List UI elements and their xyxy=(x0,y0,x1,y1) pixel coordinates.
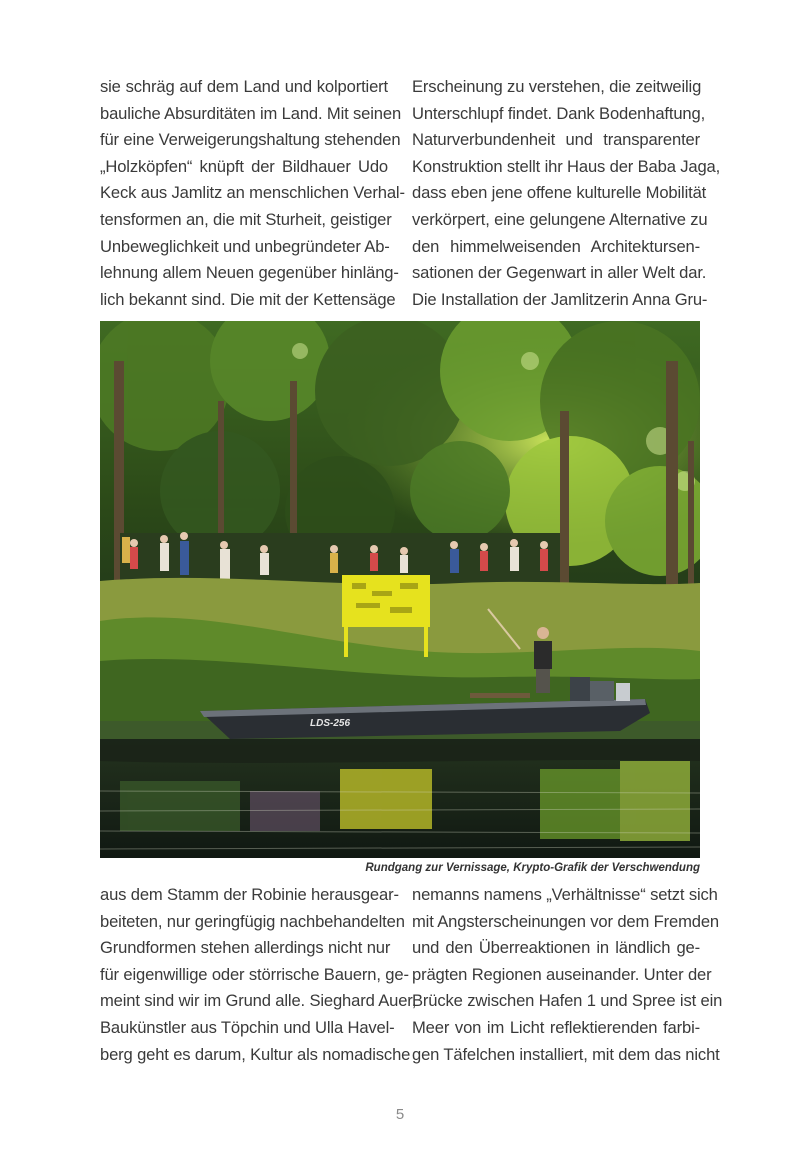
text-line: prägten Regionen auseinander. Unter der xyxy=(412,964,712,984)
text-line: für eigenwillige oder störrische Bauern, ge- xyxy=(100,964,409,984)
text-line: verkörpert, eine gelungene Alternative zu xyxy=(412,209,708,229)
text-line: Naturverbundenheit und transparenter xyxy=(412,130,700,150)
text-line: den himmelweisenden Architektursen- xyxy=(412,236,700,256)
text-line: Keck aus Jamlitz an menschlichen Verhal- xyxy=(100,183,405,203)
text-line: Brücke zwischen Hafen 1 und Spree ist ein xyxy=(412,991,723,1011)
photo-caption: Rundgang zur Vernissage, Krypto-Grafik der Verschwendung xyxy=(365,862,700,874)
text-line: nemanns namens „Verhältnisse“ setzt sich xyxy=(412,885,718,904)
text-column-bottom-right xyxy=(412,882,723,1068)
text-line: berg geht es darum, Kultur als nomadische xyxy=(100,1044,411,1064)
boat-registration-label: LDS-256 xyxy=(310,718,351,729)
text-line: mit Angsterscheinungen vor dem Fremden xyxy=(412,911,719,931)
text-line: Unterschlupf findet. Dank Bodenhaftung, xyxy=(412,103,706,123)
text-column-top-right xyxy=(412,74,721,313)
text-line: lich bekannt sind. Die mit der Kettensäge xyxy=(100,289,396,309)
text-line: meint sind wir im Grund alle. Sieghard Auer, xyxy=(100,991,417,1011)
text-line: für eine Verweigerungshaltung stehenden xyxy=(100,130,401,150)
text-line: Baukünstler aus Töpchin und Ulla Havel- xyxy=(100,1017,395,1037)
text-line: tensformen an, die mit Sturheit, geistiger xyxy=(100,209,392,229)
text-line: „Holzköpfen“ knüpft der Bildhauer Udo xyxy=(100,156,388,176)
text-line: Konstruktion stellt ihr Haus der Baba Jaga, xyxy=(412,156,721,176)
text-line: Erscheinung zu verstehen, die zeitweilig xyxy=(412,77,702,96)
text-line: sie schräg auf dem Land und kolportiert xyxy=(100,77,388,96)
text-line: Grundformen stehen allerdings nicht nur xyxy=(100,938,391,958)
text-column-top-left xyxy=(100,74,405,313)
text-line: aus dem Stamm der Robinie herausgear- xyxy=(100,885,399,904)
text-line: lehnung allem Neuen gegenüber hinläng- xyxy=(100,263,399,283)
text-line: und den Überreaktionen in ländlich ge- xyxy=(412,938,700,958)
text-column-bottom-left xyxy=(100,882,417,1068)
text-line: Die Installation der Jamlitzerin Anna Gru- xyxy=(412,289,708,309)
text-line: gen Täfelchen installiert, mit dem das nicht xyxy=(412,1044,720,1064)
text-line: dass eben jene offene kulturelle Mobilität xyxy=(412,183,707,203)
text-line: sationen der Gegenwart in aller Welt dar. xyxy=(412,263,707,283)
text-line: Unbeweglichkeit und unbegründeter Ab- xyxy=(100,236,390,256)
photo-vernissage-boat xyxy=(100,321,700,858)
text-line: beiteten, nur geringfügig nachbehandelten xyxy=(100,911,405,931)
text-line: bauliche Absurditäten im Land. Mit seinen xyxy=(100,103,402,123)
text-line: Meer von im Licht reflektierenden farbi- xyxy=(412,1017,700,1037)
page-number: 5 xyxy=(395,1106,405,1123)
